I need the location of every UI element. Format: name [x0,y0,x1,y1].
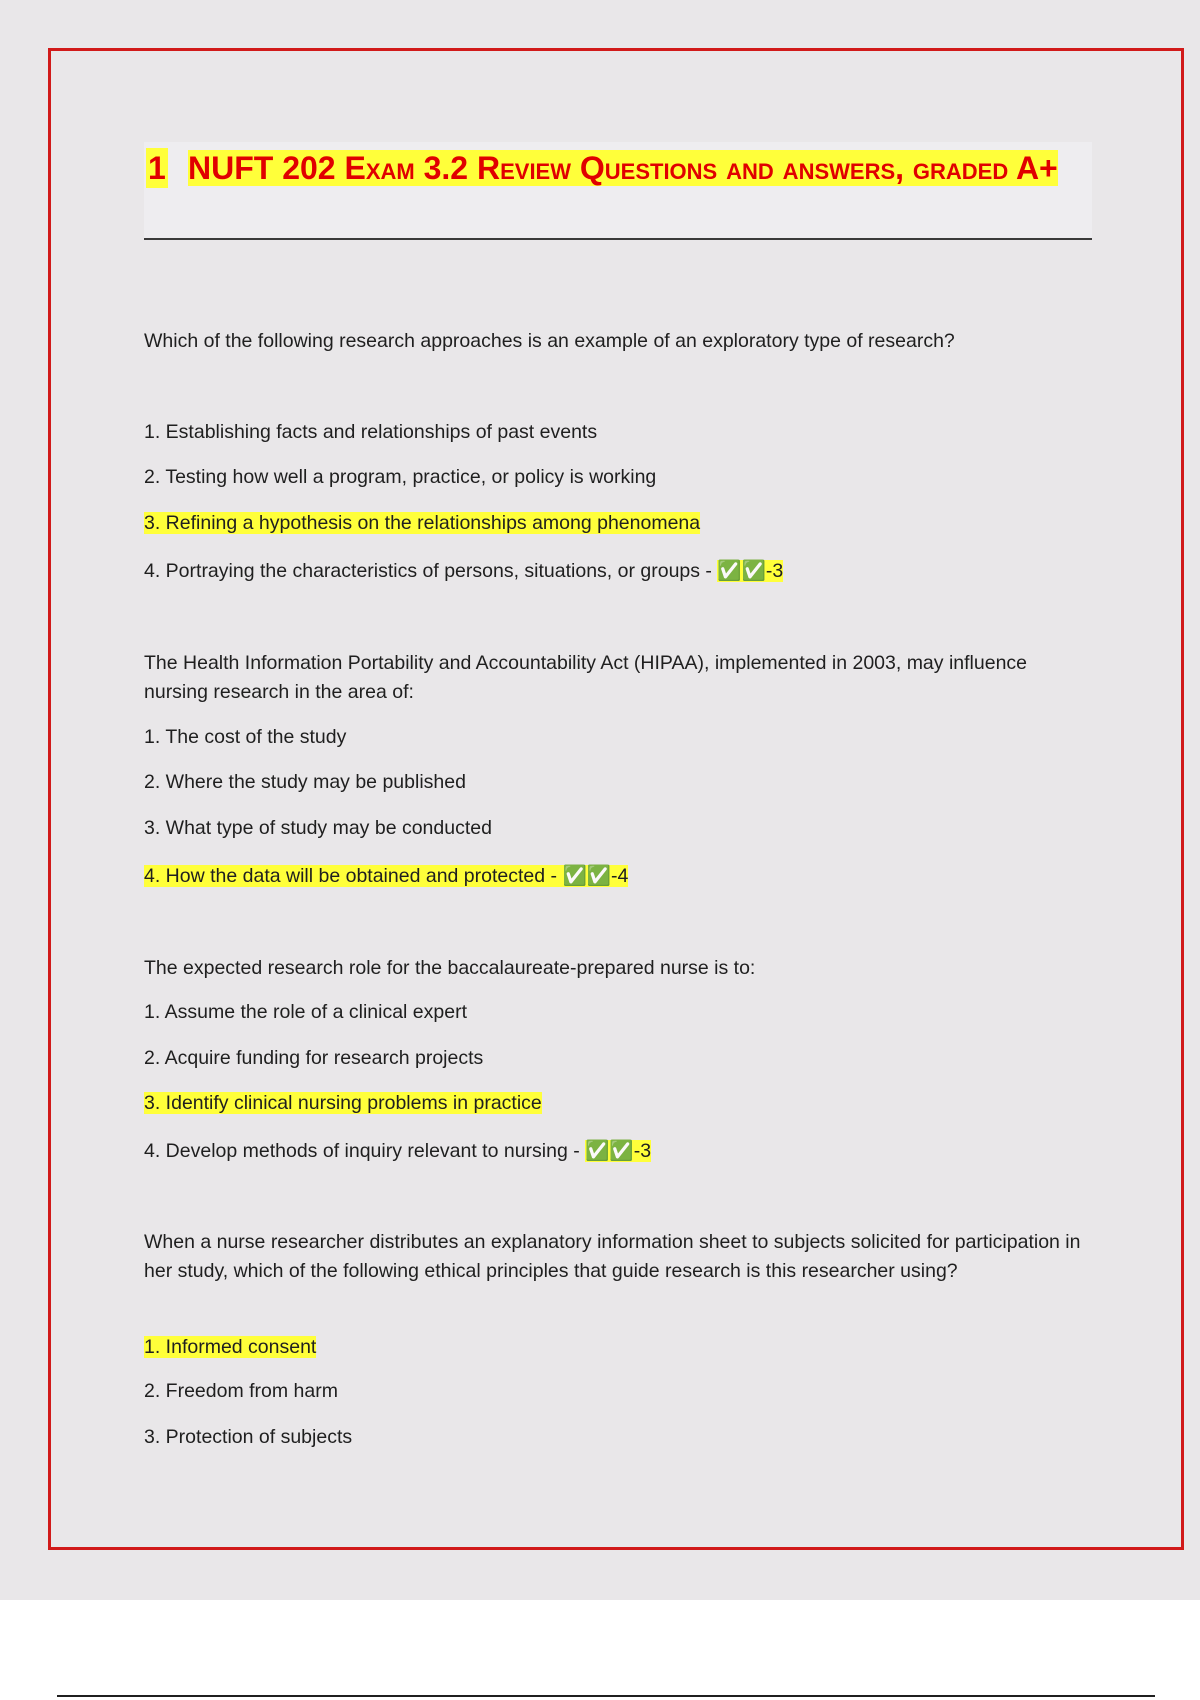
question-1-text: Which of the following research approaches is an example of an exploratory type of research? [144,330,955,352]
answer-marker-1: ✅✅-3 [717,560,784,582]
question-4-option-3: 3. Protection of subjects [144,1426,353,1448]
answer-marker-2: ✅✅-4 [562,865,629,887]
page-border [48,48,1184,1550]
answer-marker-3: ✅✅-3 [585,1140,652,1162]
question-2-option-1: 1. The cost of the study [144,726,347,748]
question-1-option-1: 1. Establishing facts and relationships of past events [144,421,598,443]
question-2-option-2: 2. Where the study may be published [144,771,466,793]
question-4-text: When a nurse researcher distributes an explanatory information sheet to subjects solicited for participation in her study, which of the following ethical principles that guide research is this researcher using? [144,1231,1081,1282]
question-1-option-3: 3. Refining a hypothesis on the relationships among phenomena [144,512,701,534]
question-4-option-2: 2. Freedom from harm [144,1380,338,1402]
question-3-option-2: 2. Acquire funding for research projects [144,1047,484,1069]
heading-title: NUFT 202 Exam 3.2 Review Questions and answers, graded A+ [188,150,1058,186]
question-3-option-1: 1. Assume the role of a clinical expert [144,1001,467,1023]
next-page-rule [57,1695,1155,1697]
question-1-option-4: 4. Portraying the characteristics of persons, situations, or groups - ✅✅-3 [144,560,784,582]
document-heading [144,142,1092,240]
question-4-option-1: 1. Informed consent [144,1336,317,1358]
question-1-option-2: 2. Testing how well a program, practice, or policy is working [144,466,657,488]
question-2-text: The Health Information Portability and Accountability Act (HIPAA), implemented in 2003, may influence nursing research in the area of: [144,652,1028,703]
question-3-text: The expected research role for the baccalaureate-prepared nurse is to: [144,957,756,979]
question-2-option-3: 3. What type of study may be conducted [144,817,492,839]
question-3-option-3: 3. Identify clinical nursing problems in practice [144,1092,542,1114]
question-2-option-4: 4. How the data will be obtained and protected - ✅✅-4 [144,865,629,887]
heading-number: 1 [148,150,166,186]
question-3-option-4: 4. Develop methods of inquiry relevant to nursing - ✅✅-3 [144,1140,652,1162]
